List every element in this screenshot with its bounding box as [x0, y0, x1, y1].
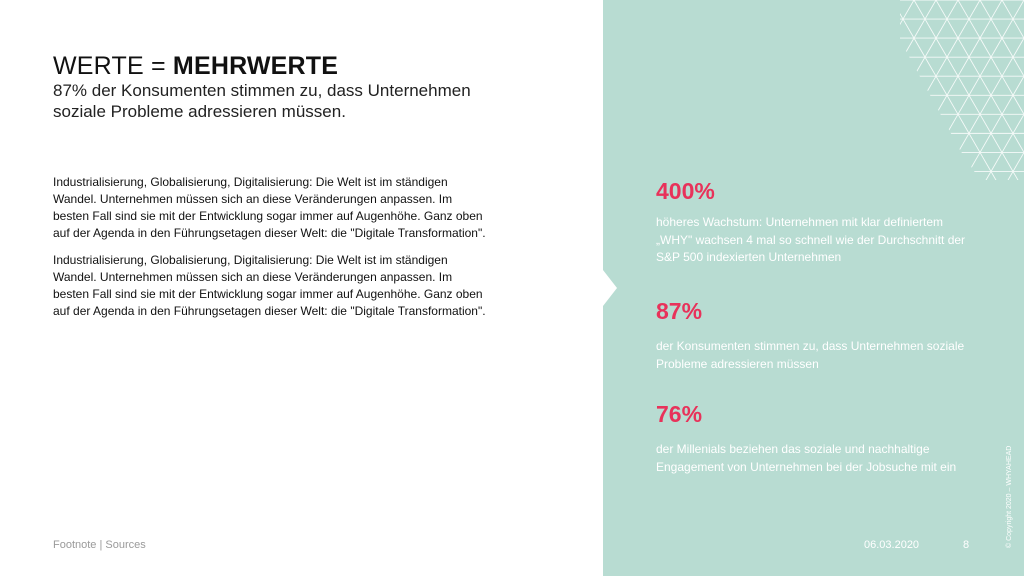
stat-block-3 — [656, 401, 976, 476]
stat-description: der Konsumenten stimmen zu, dass Unternehmen soziale Probleme adressieren müssen — [656, 339, 965, 371]
title-light: WERTE = — [53, 52, 173, 80]
title-bold: MEHRWERTE — [172, 52, 339, 80]
body-paragraph-2: Industrialisierung, Globalisierung, Digitalisierung: Die Welt ist im ständigen Wandel. Unternehmen müssen sich an diese Veränderungen anpassen. Im besten Fall sind sie mit der Entwicklung sogar immer auf Augenhöhe. Ganz oben auf der Agenda in den Führungsetagen dieser Welt: die "Digitale Transformation". — [53, 253, 486, 318]
stat-block-2 — [656, 298, 976, 373]
body-text — [53, 174, 488, 330]
stat-value: 400% — [656, 178, 715, 204]
stat-value: 87% — [656, 298, 703, 324]
body-paragraph-1: Industrialisierung, Globalisierung, Digitalisierung: Die Welt ist im ständigen Wandel. Unternehmen müssen sich an diese Veränderungen anpassen. Im besten Fall sind sie mit der Entwicklung sogar immer auf Augenhöhe. Ganz oben auf der Agenda in den Führungsetagen dieser Welt: die "Digitale Transformation". — [53, 175, 486, 240]
slide-date: 06.03.2020 — [864, 539, 920, 551]
page-title — [53, 52, 338, 81]
page-subtitle: 87% der Konsumenten stimmen zu, dass Unternehmen soziale Probleme adressieren müssen. — [53, 81, 471, 121]
stat-description: der Millenials beziehen das soziale und nachhaltige Engagement von Unternehmen bei der Jobsuche mit ein — [656, 442, 957, 474]
footnote-sources: Footnote | Sources — [53, 539, 146, 551]
copyright-notice: © Copyright 2020 – WHYAHEAD — [1006, 445, 1013, 548]
panel-notch-arrow — [603, 270, 617, 306]
page-number: 8 — [963, 539, 970, 551]
triangle-pattern-decoration — [870, 0, 1024, 180]
stat-value: 76% — [656, 401, 703, 427]
stat-description: höheres Wachstum: Unternehmen mit klar definiertem „WHY" wachsen 4 mal so schnell wie der Durchschnitt der S&P 500 indexierten Unternehmen — [656, 215, 966, 264]
stat-block-1 — [656, 178, 976, 267]
